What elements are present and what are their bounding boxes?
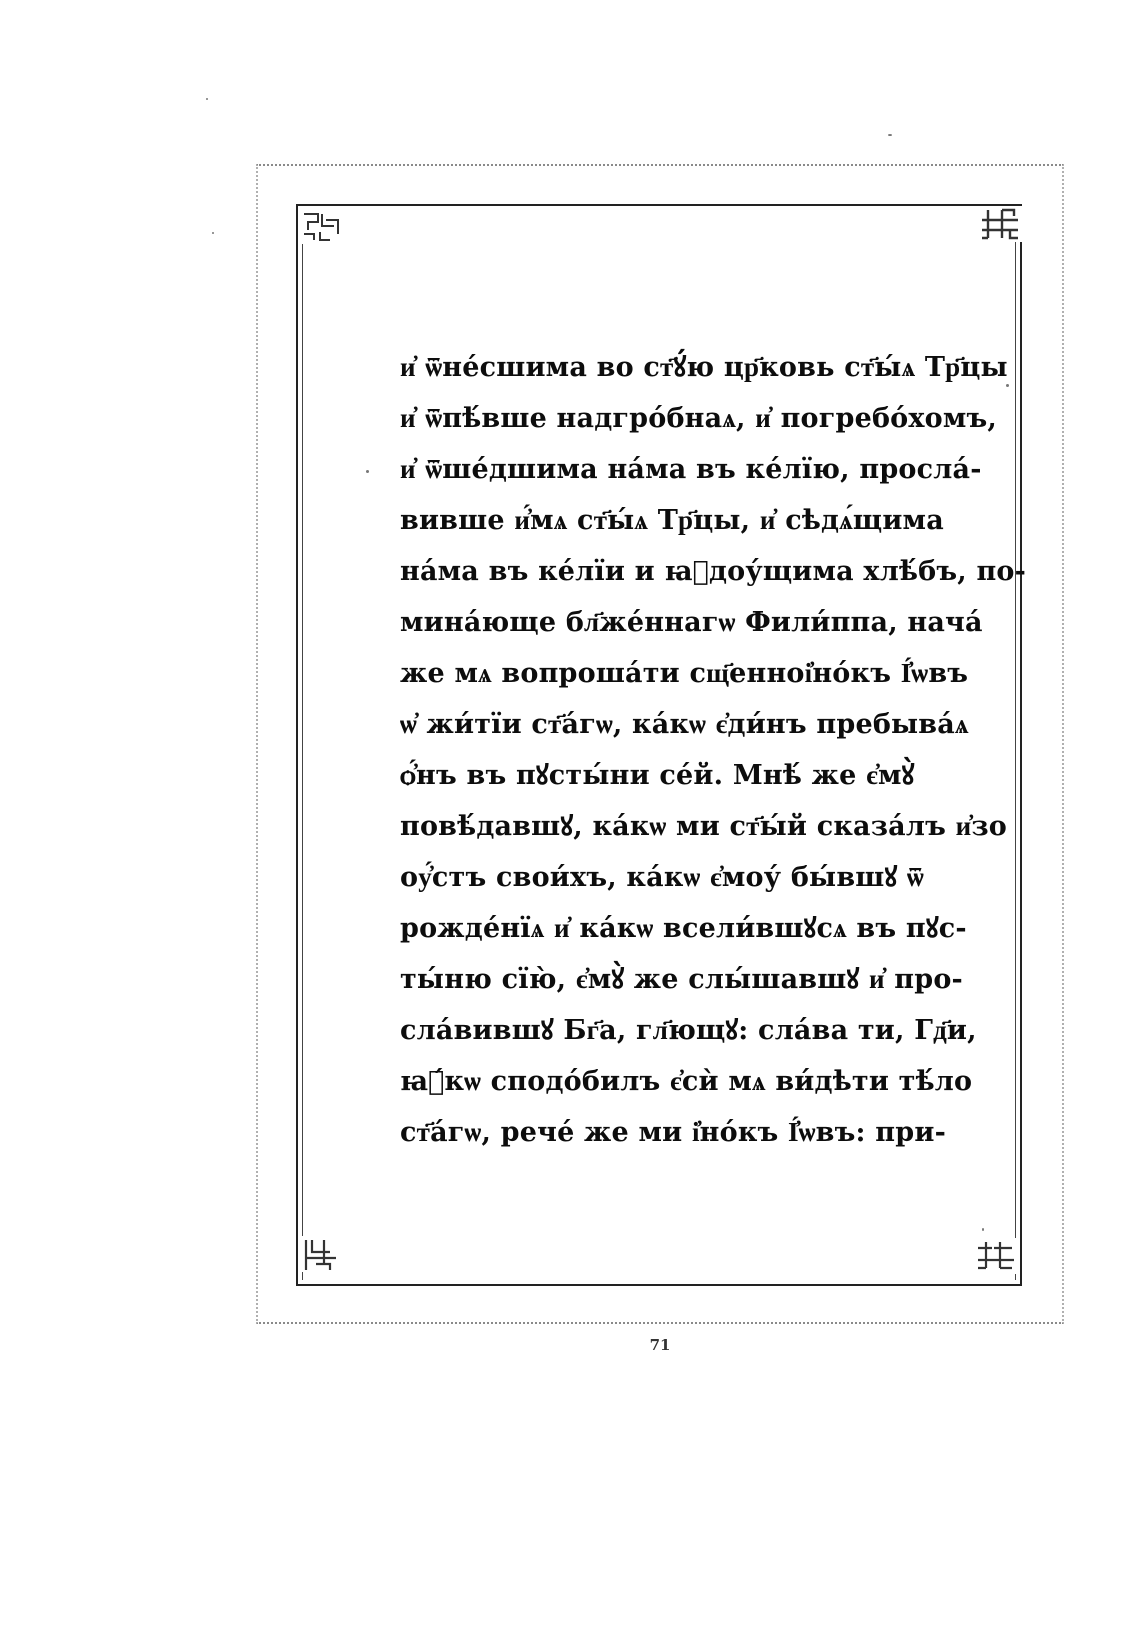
scan-speck — [206, 98, 208, 100]
corner-ornament-top-left-icon — [300, 208, 342, 244]
scan-speck — [888, 134, 892, 136]
text-line: на́ма въ ке́лїи и ꙗ҆доу́щима хлѣ́бъ, по- — [400, 556, 1027, 587]
page-number: 71 — [649, 1336, 671, 1354]
text-line: вивше и҆́мѧ ст҃ы́ѧ Тр҃цы, и҆ сѣдѧ́щима — [400, 505, 944, 536]
scan-speck — [212, 232, 214, 234]
text-line: оу҆́стъ свои́хъ, ка́кѡ є҆моу́ бы́вшꙋ ѿ — [400, 862, 924, 893]
text-line: и҆ ѿпѣ́вше надгро́бнаѧ, и҆ погребо́хомъ, — [400, 403, 998, 434]
scan-speck — [982, 1228, 984, 1231]
text-line: ꙗ҆́кѡ сподо́билъ є҆сѝ мѧ ви́дѣти тѣ́ло — [400, 1066, 973, 1097]
text-line: сла́вившꙋ Бг҃а, гл҃ющꙋ: сла́ва ти, Гд҃и, — [400, 1015, 977, 1046]
page-text-block — [400, 342, 1027, 1158]
text-line: рожде́нїѧ и҆ ка́кѡ всели́вшꙋсѧ въ пꙋс- — [400, 913, 967, 944]
corner-ornament-bottom-right-icon — [976, 1238, 1018, 1274]
corner-ornament-bottom-left-icon — [300, 1236, 342, 1272]
text-line: ѡ҆ жи́тїи ст҃а́гѡ, ка́кѡ є҆ди́нъ пребыва́ѧ — [400, 709, 969, 740]
corner-ornament-top-right-icon — [980, 206, 1022, 242]
text-line: и҆ ѿне́сшима во ст҃ꙋ́ю цр҃ковь ст҃ы́ѧ Тр҃цы — [400, 352, 1008, 383]
text-line: ст҃а́гѡ, рече́ же ми і҆но́къ І҆́ѡвъ: при- — [400, 1117, 946, 1148]
scan-speck — [1006, 384, 1009, 387]
text-line: мина́юще бл҃же́ннагѡ Фили́ппа, нача́ — [400, 607, 983, 638]
text-line: и҆ ѿше́дшима на́ма въ ке́лїю, просла́- — [400, 454, 982, 485]
text-line: ты́ню сїю̀, є҆мꙋ̀ же слы́шавшꙋ и҆ про- — [400, 964, 963, 995]
scan-speck — [366, 470, 369, 473]
text-line: ѻ҆́нъ въ пꙋсты́ни се́й. Мнѣ́ же є҆мꙋ̀ — [400, 760, 915, 791]
text-line: же мѧ вопроша́ти сщ҃енноі҆но́къ І҆́ѡвъ — [400, 658, 969, 689]
text-line: повѣ́давшꙋ, ка́кѡ ми ст҃ы́й сказа́лъ и҆зо — [400, 811, 1008, 842]
